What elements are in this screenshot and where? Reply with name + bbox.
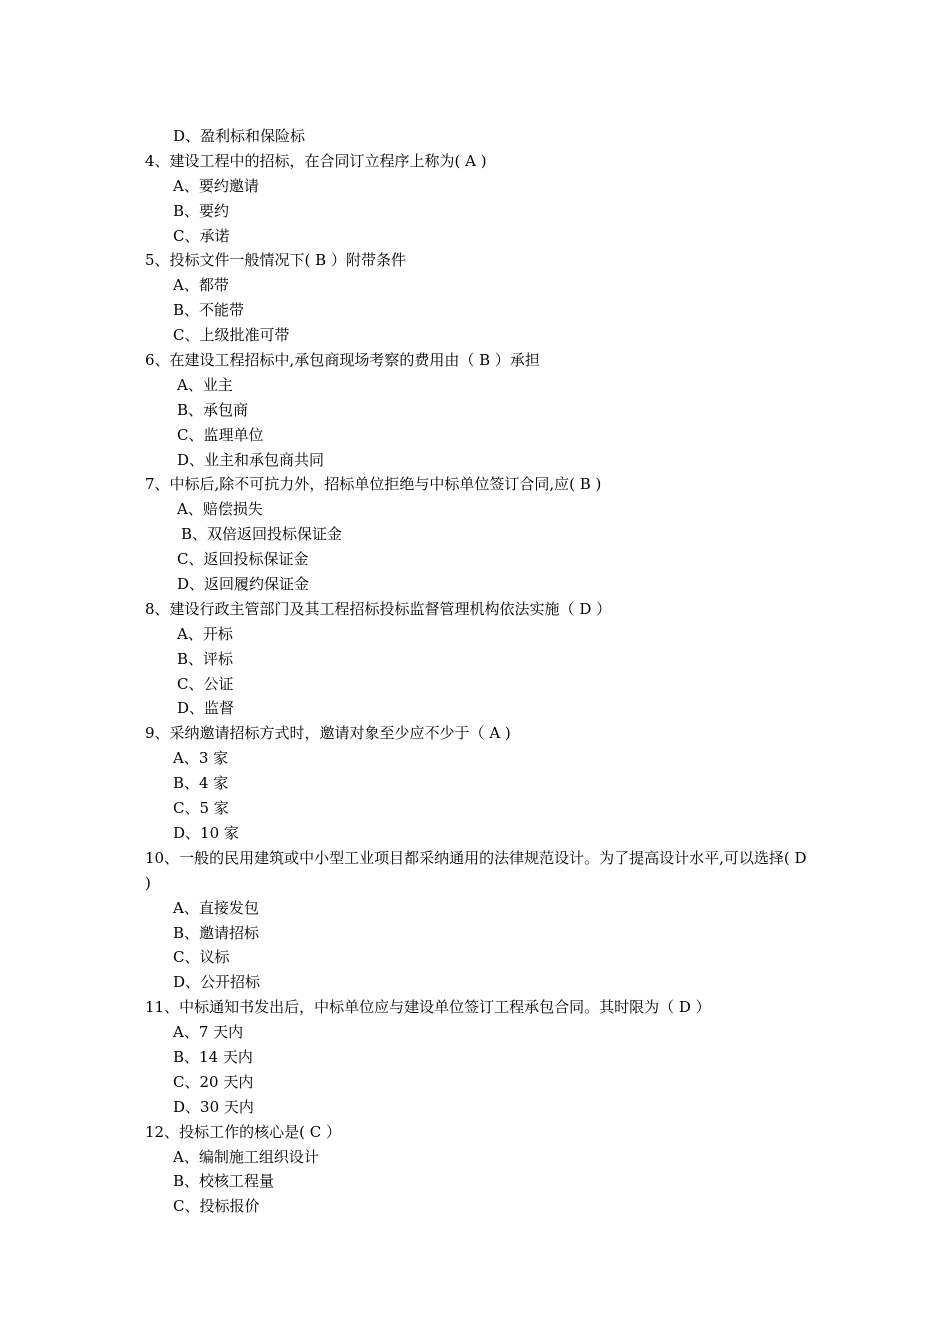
answer-option: A、开标	[177, 624, 233, 643]
question-block	[145, 124, 815, 149]
question-stem: 9、采纳邀请招标方式时，邀请对象至少应不少于（ A )	[145, 724, 511, 743]
answer-option: A、都带	[173, 276, 229, 295]
question-block	[145, 846, 815, 995]
question-stem: 8、建设行政主管部门及其工程招标投标监督管理机构依法实施（ D ）	[145, 599, 612, 618]
answer-option: A、要约邀请	[173, 176, 259, 195]
question-list	[145, 124, 815, 1219]
answer-option: D、返回履约保证金	[177, 575, 310, 594]
question-block	[145, 149, 815, 249]
answer-option: B、不能带	[173, 301, 245, 320]
answer-option: C、监理单位	[177, 425, 264, 444]
answer-option: B、4 家	[173, 774, 229, 793]
question-block	[145, 721, 815, 845]
answer-option: B、评标	[177, 649, 234, 668]
question-stem: 10、一般的民用建筑或中小型工业项目都采纳通用的法律规范设计。为了提高设计水平,可以选择( D )	[145, 848, 807, 892]
answer-option: D、公开招标	[173, 973, 261, 992]
answer-option: D、业主和承包商共同	[177, 450, 325, 469]
answer-option: B、邀请招标	[173, 923, 260, 942]
question-stem: 5、投标文件一般情况下( B ）附带条件	[145, 251, 406, 270]
question-block	[145, 995, 815, 1119]
answer-option: B、承包商	[177, 400, 249, 419]
answer-option: C、议标	[173, 948, 230, 967]
answer-option: B、双倍返回投标保证金	[181, 525, 343, 544]
answer-option: A、直接发包	[173, 898, 259, 917]
answer-option: B、校核工程量	[173, 1172, 275, 1191]
answer-option: C、上级批准可带	[173, 326, 290, 345]
answer-option: D、监督	[177, 699, 235, 718]
question-block	[145, 597, 815, 721]
answer-option: A、赔偿损失	[177, 500, 263, 519]
answer-option: A、7 天内	[173, 1023, 244, 1042]
answer-option: C、返回投标保证金	[177, 550, 309, 569]
answer-option: C、承诺	[173, 226, 230, 245]
answer-option: C、5 家	[173, 799, 229, 818]
question-stem: 7、中标后,除不可抗力外，招标单位拒绝与中标单位签订合同,应( B )	[145, 475, 602, 494]
question-stem: 4、建设工程中的招标，在合同订立程序上称为( A )	[145, 151, 487, 170]
answer-option: A、编制施工组织设计	[173, 1147, 319, 1166]
answer-option: A、业主	[177, 375, 233, 394]
question-block	[145, 1120, 815, 1220]
answer-option: C、20 天内	[173, 1072, 254, 1091]
question-stem: 11、中标通知书发出后，中标单位应与建设单位签订工程承包合同。其时限为（ D ）	[145, 998, 711, 1017]
answer-option: C、公证	[177, 674, 234, 693]
answer-option: D、盈利标和保险标	[173, 127, 306, 145]
answer-option: D、10 家	[173, 823, 239, 842]
question-stem: 12、投标工作的核心是( C ）	[145, 1122, 341, 1141]
question-block	[145, 248, 815, 348]
answer-option: D、30 天内	[173, 1097, 254, 1116]
answer-option: B、要约	[173, 201, 230, 220]
question-stem: 6、在建设工程招标中,承包商现场考察的费用由（ B ）承担	[145, 351, 540, 370]
answer-option: B、14 天内	[173, 1047, 253, 1066]
answer-option: A、3 家	[173, 749, 229, 768]
question-block	[145, 472, 815, 596]
answer-option: C、投标报价	[173, 1197, 260, 1216]
question-block	[145, 348, 815, 472]
